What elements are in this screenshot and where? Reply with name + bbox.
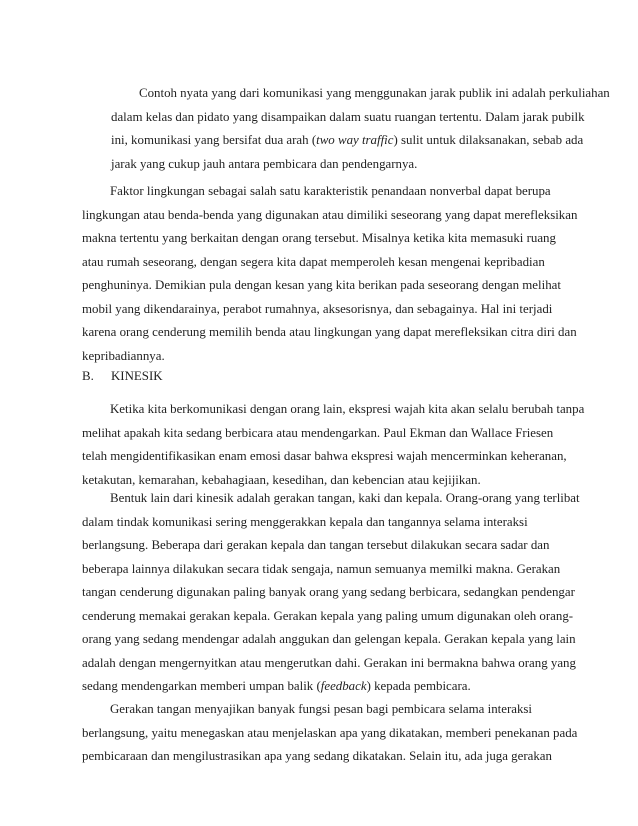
- paragraph-gerakan-kepala: [82, 487, 592, 699]
- text-line: pembicaraan dan mengilustrasikan apa yang sedang dikatakan. Selain itu, ada juga gerakan: [82, 749, 552, 763]
- text-segment: sedang mendengarkan memberi umpan balik (: [82, 679, 321, 693]
- text-line: dalam kelas dan pidato yang disampaikan dalam suatu ruangan tertentu. Dalam jarak pubilk: [111, 109, 585, 124]
- paragraph-faktor-lingkungan: [82, 180, 592, 368]
- text-line: [111, 129, 601, 153]
- section-title: KINESIK: [111, 369, 163, 383]
- text-line: lingkungan atau benda-benda yang digunakan atau dimiliki seseorang yang dapat merefleksikan: [82, 207, 578, 222]
- text-line: cenderung memakai gerakan kepala. Gerakan kepala yang paling umum digunakan oleh orang-: [82, 608, 574, 623]
- text-line: dalam tindak komunikasi sering menggerakkan kepala dan tangannya selama interaksi: [82, 514, 528, 529]
- section-heading: [82, 364, 163, 388]
- text-line: kepribadiannya.: [82, 348, 165, 363]
- text-line: orang yang sedang mendengar adalah anggukan dan gelengan kepala. Gerakan kepala yang lain: [82, 632, 576, 646]
- text-line: karena orang cenderung memilih benda atau lingkungan yang dapat merefleksikan citra diri dan: [82, 325, 577, 339]
- italic-term: two way traffic: [316, 133, 394, 147]
- text-line: penghuninya. Demikian pula dengan kesan yang kita berikan pada seseorang dengan melihat: [82, 278, 561, 292]
- text-line: makna tertentu yang berkaitan dengan orang tersebut. Misalnya ketika kita memasuki ruang: [82, 231, 556, 245]
- text-segment: ini, komunikasi yang bersifat dua arah (: [111, 133, 317, 147]
- text-line: Gerakan tangan menyajikan banyak fungsi pesan bagi pembicara selama interaksi: [110, 702, 533, 716]
- paragraph-jarak-publik: [111, 82, 610, 176]
- text-line: adalah dengan mengernyitkan atau mengerutkan dahi. Gerakan ini bermakna bahwa orang yang: [82, 655, 576, 670]
- text-line: jarak yang cukup jauh antara pembicara dan pendengarnya.: [111, 156, 418, 171]
- text-line: telah mengidentifikasikan enam emosi dasar bahwa ekspresi wajah mencerminkan keheranan,: [82, 449, 567, 463]
- text-line: [82, 675, 592, 699]
- paragraph-ekspresi-wajah: [82, 398, 592, 492]
- text-line: Contoh nyata yang dari komunikasi yang menggunakan jarak publik ini adalah perkuliahan: [139, 86, 610, 100]
- text-line: berlangsung, yaitu menegaskan atau menjelaskan apa yang dikatakan, memberi penekanan pada: [82, 725, 578, 740]
- text-line: ketakutan, kemarahan, kebahagiaan, kesedihan, dan kebencian atau kejijikan.: [82, 472, 481, 487]
- text-segment: ) sulit untuk dilaksanakan, sebab ada: [393, 133, 584, 147]
- text-segment: ) kepada pembicara.: [366, 679, 471, 693]
- text-line: mobil yang dikendarainya, perabot rumahnya, aksesorisnya, dan sebagainya. Hal ini terjadi: [82, 301, 553, 316]
- text-line: atau rumah seseorang, dengan segera kita dapat memperoleh kesan mengenai kepribadian: [82, 254, 545, 269]
- paragraph-gerakan-tangan: [82, 698, 592, 769]
- text-line: Faktor lingkungan sebagai salah satu karakteristik penandaan nonverbal dapat berupa: [110, 184, 551, 198]
- text-line: melihat apakah kita sedang berbicara atau mendengarkan. Paul Ekman dan Wallace Friesen: [82, 425, 554, 440]
- text-line: berlangsung. Beberapa dari gerakan kepala dan tangan tersebut dilakukan secara sadar dan: [82, 538, 550, 552]
- text-line: Ketika kita berkomunikasi dengan orang lain, ekspresi wajah kita akan selalu berubah tanpa: [110, 402, 585, 416]
- text-line: Bentuk lain dari kinesik adalah gerakan tangan, kaki dan kepala. Orang-orang yang terlibat: [110, 491, 580, 505]
- section-number: B.: [82, 369, 94, 383]
- text-line: beberapa lainnya dilakukan secara tidak sengaja, namun semuanya memilki makna. Gerakan: [82, 561, 561, 576]
- italic-term: feedback: [320, 679, 367, 693]
- text-line: tangan cenderung digunakan paling banyak orang yang sedang berbicara, sedangkan pendengar: [82, 585, 575, 599]
